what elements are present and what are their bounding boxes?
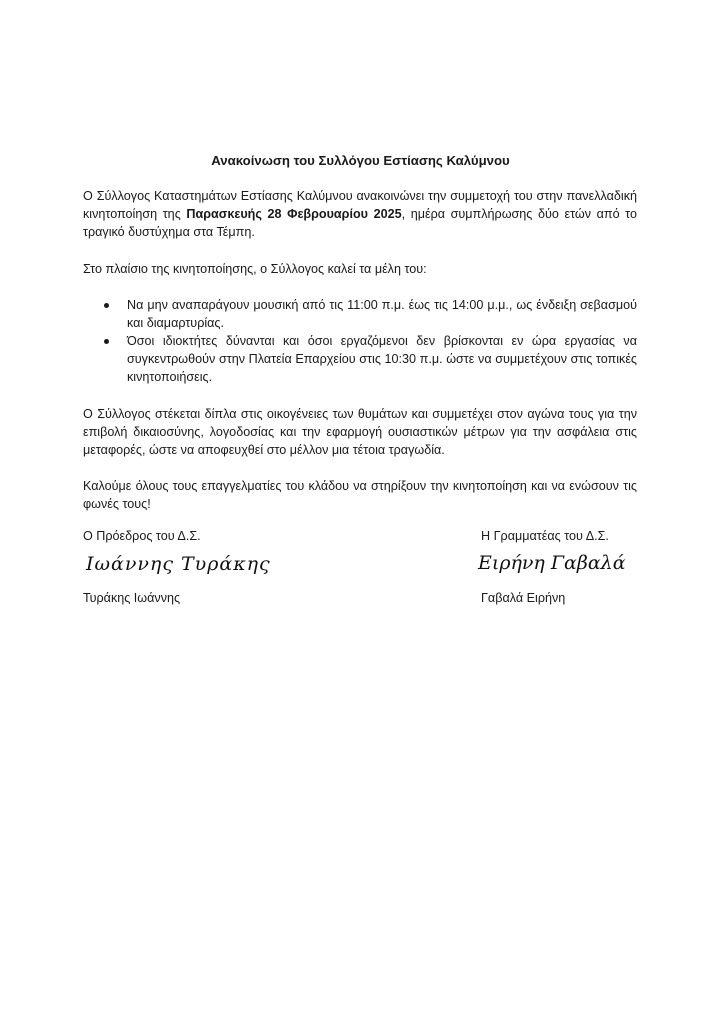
- intro-text-end: , ημέρα συμπλήρωσης δύο ετών από το τραγικό δυστύχημα στα Τέμπη.: [83, 207, 637, 239]
- call-paragraph: Στο πλαίσιο της κινητοποίησης, ο Σύλλογος καλεί τα μέλη του:: [83, 262, 427, 276]
- list-item: [83, 296, 637, 332]
- bullet-icon: [104, 339, 109, 344]
- intro-date-bold: Παρασκευής 28 Φεβρουαρίου 2025: [186, 207, 402, 221]
- secretary-signature: Ειρήνη Γαβαλά: [478, 552, 626, 574]
- president-name: Τυράκης Ιωάννης: [83, 591, 181, 605]
- president-role: Ο Πρόεδρος του Δ.Σ.: [83, 529, 201, 543]
- solidarity-paragraph: Ο Σύλλογος στέκεται δίπλα στις οικογένειες των θυμάτων και συμμετέχει στον αγώνα τους για την επιβολή δικαιοσύνης, λογοδοσίας και την εφαρμογή ουσιαστικών μέτρων για την ασφάλεια στις μεταφορές, ώστε να αποφευχθεί στο μέλλον μια τέτοια τραγωδία.: [83, 407, 637, 457]
- secretary-name: Γαβαλά Ειρήνη: [481, 591, 566, 605]
- intro-paragraph: [83, 187, 637, 241]
- document-title: Ανακοίνωση του Συλλόγου Εστίασης Καλύμνου: [211, 153, 510, 168]
- bullet-icon: [104, 303, 109, 308]
- list-item-text: Όσοι ιδιοκτήτες δύνανται και όσοι εργαζόμενοι δεν βρίσκονται εν ώρα εργασίας να συγκεντρωθούν στην Πλατεία Επαρχείου στις 10:30 π.μ. ώστε να συμμετέχουν στις τοπικές κινητοποιήσεις.: [127, 334, 637, 384]
- list-item-text: Να μην αναπαράγουν μουσική από τις 11:00 π.μ. έως τις 14:00 μ.μ., ως ένδειξη σεβασμού και διαμαρτυρίας.: [127, 298, 637, 330]
- closing-paragraph: Καλούμε όλους τους επαγγελματίες του κλάδου να στηρίξουν την κινητοποίηση και να ενώσουν τις φωνές τους!: [83, 479, 637, 511]
- intro-text-start: Ο Σύλλογος Καταστημάτων Εστίασης Καλύμνου ανακοινώνει την συμμετοχή του στην πανελλαδική κινητοποίηση της: [83, 189, 637, 221]
- secretary-role: Η Γραμματέας του Δ.Σ.: [481, 529, 609, 543]
- requests-list: [83, 296, 637, 386]
- list-item: [83, 332, 637, 386]
- president-signature: Ιωάννης Τυράκης: [86, 553, 271, 575]
